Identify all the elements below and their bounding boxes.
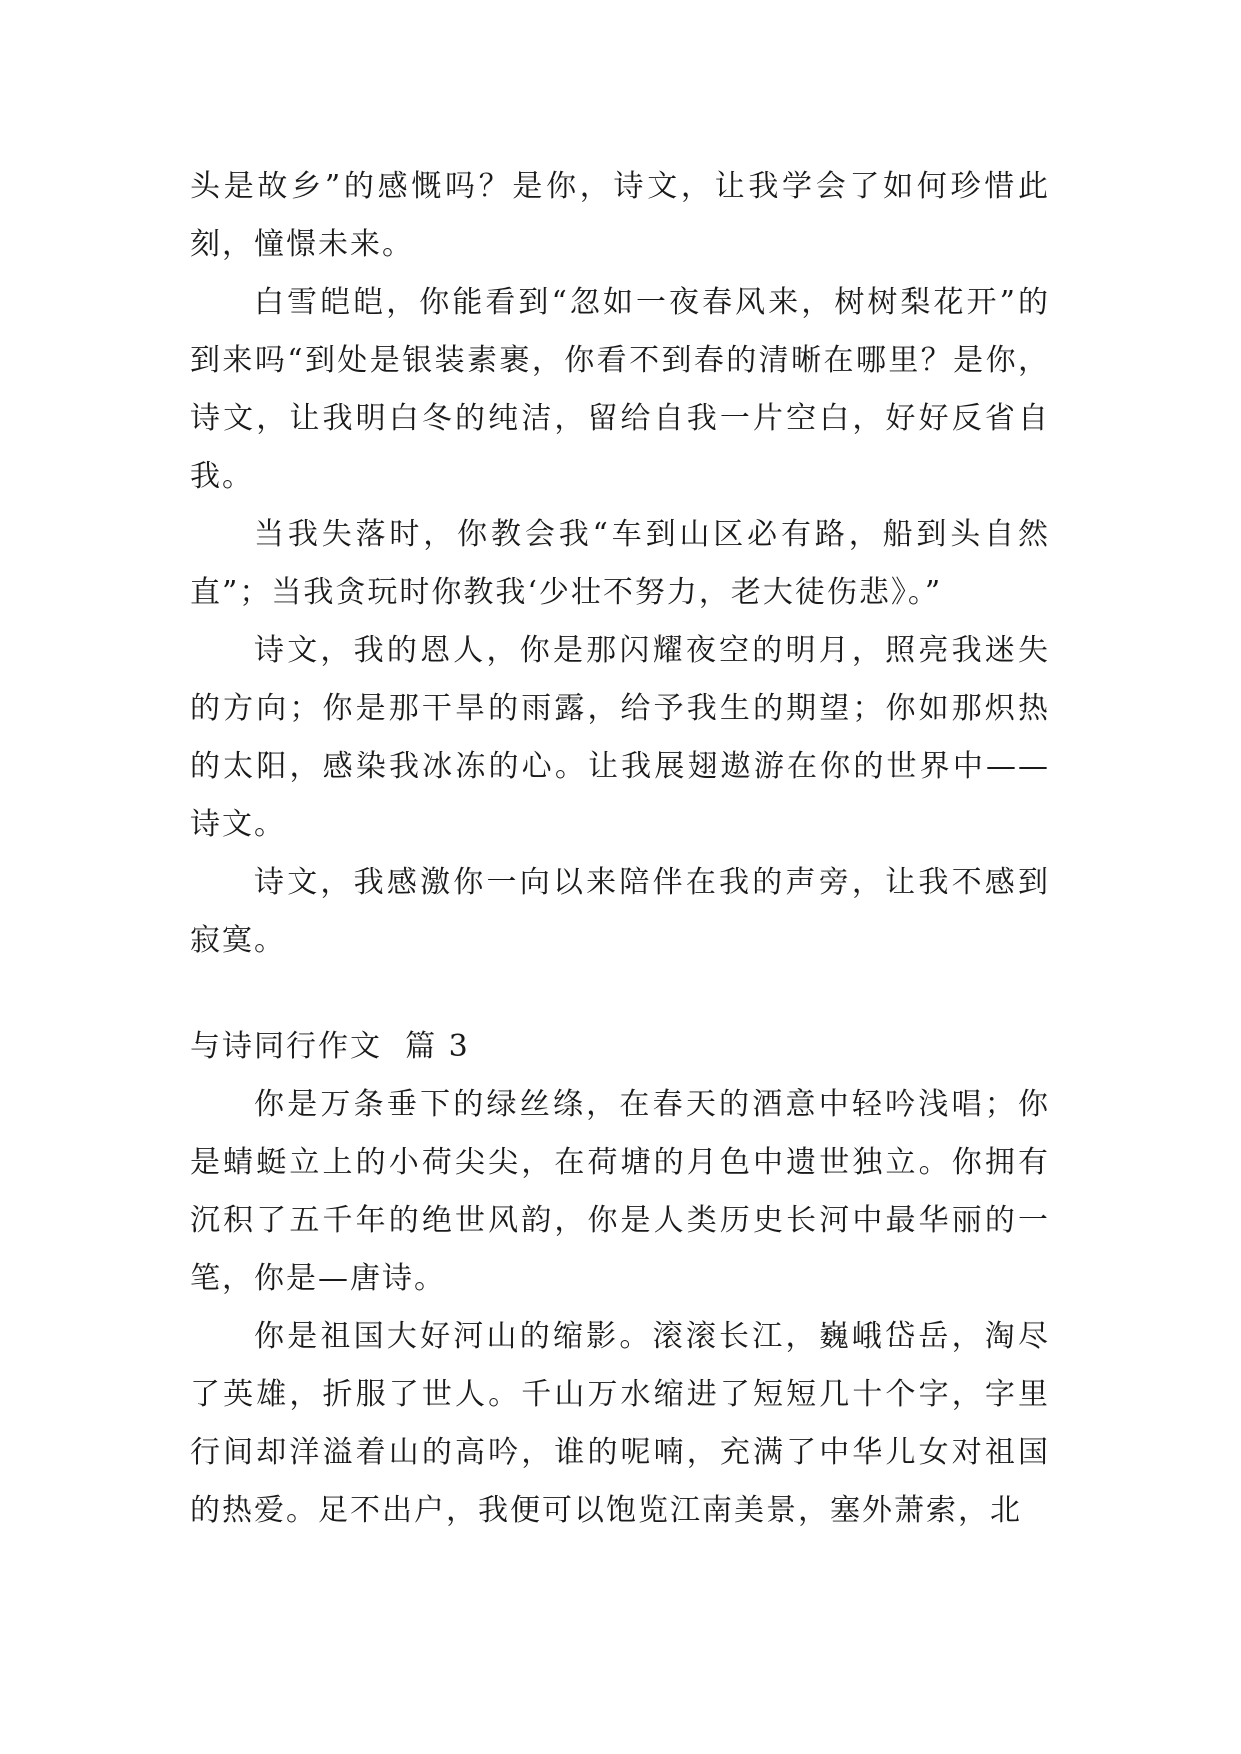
paragraph: 你是万条垂下的绿丝绦，在春天的酒意中轻吟浅唱；你是蜻蜓立上的小荷尖尖，在荷塘的月色中遗世独立。你拥有沉积了五千年的绝世风韵，你是人类历史长河中最华丽的一笔，你是—唐诗。	[190, 1087, 1050, 1296]
paragraph: 白雪皑皑，你能看到“忽如一夜春风来，树树梨花开”的到来吗“到处是银装素裹，你看不到春的清晰在哪里？是你，诗文，让我明白冬的纯洁，留给自我一片空白，好好反省自我。	[190, 285, 1050, 494]
paragraph: 诗文，我的恩人，你是那闪耀夜空的明月，照亮我迷失的方向；你是那干旱的雨露，给予我生的期望；你如那炽热的太阳，感染我冰冻的心。让我展翅遨游在你的世界中——诗文。	[190, 633, 1050, 842]
document-body	[190, 158, 1050, 1540]
paragraph: 你是祖国大好河山的缩影。滚滚长江，巍峨岱岳，淘尽了英雄，折服了世人。千山万水缩进了短短几十个字，字里行间却洋溢着山的高吟，谁的呢喃，充满了中华儿女对祖国的热爱。足不出户，我便可以饱览江南美景，塞外萧索，北	[190, 1319, 1050, 1528]
section-title: 与诗同行作文 篇 3	[190, 1029, 470, 1064]
paragraph: 头是故乡”的感慨吗？是你，诗文，让我学会了如何珍惜此刻，憧憬未来。	[190, 169, 1050, 262]
paragraph: 诗文，我感激你一向以来陪伴在我的声旁，让我不感到寂寞。	[190, 865, 1050, 958]
paragraph: 当我失落时，你教会我“车到山区必有路，船到头自然直”；当我贪玩时你教我‘少壮不努力，老大徒伤悲》。”	[190, 517, 1050, 610]
